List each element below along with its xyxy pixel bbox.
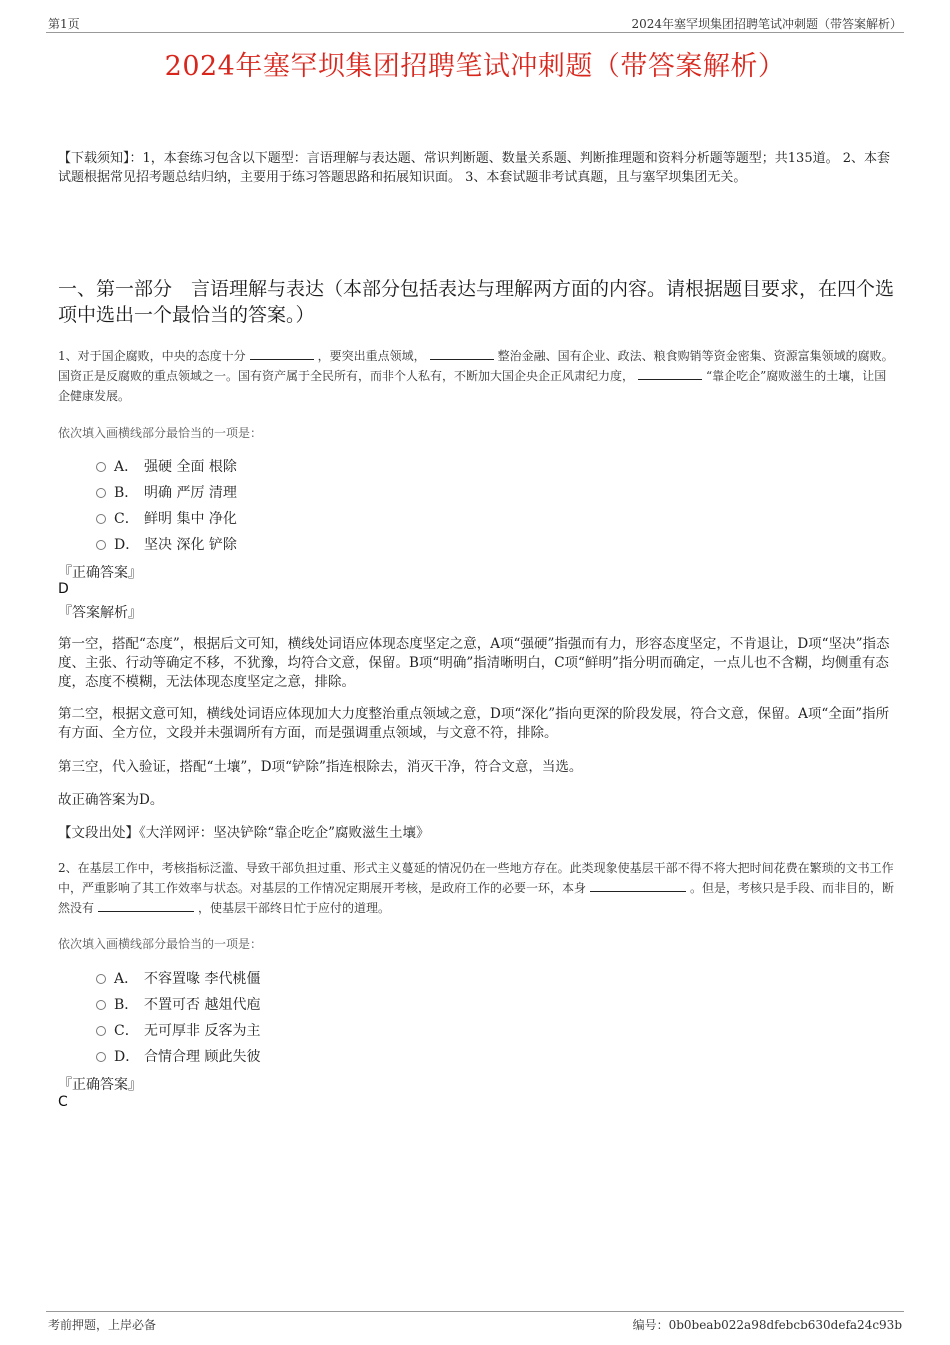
document-id: 编号：0b0beab022a98dfebcb630defa24c93b <box>632 1318 902 1332</box>
option-b[interactable]: B． 明确 严厉 清理 <box>96 482 237 508</box>
analysis-label: 『答案解析』 <box>58 605 142 621</box>
analysis-paragraph-4: 故正确答案为D。 <box>58 792 164 808</box>
section-heading: 一、第一部分 言语理解与表达（本部分包括表达与理解两方面的内容。请根据题目要求，在四个选项中选出一个最恰当的答案。） <box>58 278 895 326</box>
option-a[interactable]: A． 不容置喙 李代桃僵 <box>96 968 260 994</box>
page-number: 第1页 <box>48 17 80 31</box>
download-notice: 【下载须知】：1，本套练习包含以下题型：言语理解与表达题、常识判断题、数量关系题、判断推理题和资料分析题等题型；共135道。 2、本套试题根据常见招考题总结归纳，主要用于练习答题思路和拓展知识面。 3、本套试题非考试真题，且与塞罕坝集团无关。 <box>58 151 890 185</box>
answer-value: D <box>58 581 69 597</box>
option-c[interactable]: C． 鲜明 集中 净化 <box>96 508 237 534</box>
radio-icon[interactable] <box>96 462 106 472</box>
radio-icon[interactable] <box>96 488 106 498</box>
fill-blank <box>250 347 314 360</box>
fill-blank <box>590 879 686 892</box>
fill-blank <box>430 347 494 360</box>
radio-icon[interactable] <box>96 514 106 524</box>
answer-label: 『正确答案』 <box>58 1077 142 1093</box>
answer-value: C <box>58 1094 68 1110</box>
page-footer <box>46 1311 904 1332</box>
header-doc-title: 2024年塞罕坝集团招聘笔试冲刺题（带答案解析） <box>631 17 902 31</box>
answer-label: 『正确答案』 <box>58 565 142 581</box>
radio-icon[interactable] <box>96 974 106 984</box>
question-2-prompt: 依次填入画横线部分最恰当的一项是： <box>58 937 263 951</box>
document-title: 2024年塞罕坝集团招聘笔试冲刺题（带答案解析） <box>164 51 786 82</box>
question-1-prompt: 依次填入画横线部分最恰当的一项是： <box>58 426 263 440</box>
radio-icon[interactable] <box>96 1052 106 1062</box>
q1-text-part4: “靠企吃企”腐败滋生的土壤，让国企健康发展。 <box>58 369 887 403</box>
option-b[interactable]: B． 不置可否 越俎代庖 <box>96 994 260 1020</box>
q1-text-part3: 整治金融、国有企业、政法、粮食购销等资金密集、资源富集领域的腐败。国资正是反腐败的重点领域之一。国有资产属于全民所有，而非个人私有，不断加大国企央企正风肃纪力度， <box>58 349 894 383</box>
analysis-paragraph-2: 第二空，根据文意可知，横线处词语应体现加大力度整治重点领域之意，D项“深化”指向更深的阶段发展，符合文意，保留。A项“全面”指所有方面、全方位，文段并未强调所有方面，而是强调重点领域，与文意不符，排除。 <box>58 706 890 741</box>
q1-text-part2: ，要突出重点领域， <box>317 349 426 363</box>
option-c[interactable]: C． 无可厚非 反客为主 <box>96 1020 260 1046</box>
fill-blank <box>638 367 702 380</box>
q1-text-part1: 1、对于国企腐败，中央的态度十分 <box>58 349 246 363</box>
radio-icon[interactable] <box>96 1026 106 1036</box>
analysis-paragraph-1: 第一空，搭配“态度”，根据后文可知，横线处词语应体现态度坚定之意，A项“强硬”指强而有力，形容态度坚定，不肯退让，D项“坚决”指态度、主张、行动等确定不移，不犹豫，均符合文意，保留。B项“明确”指清晰明白，C项“鲜明”指分明而确定，一点儿也不含糊，均侧重有态度，态度不模糊，无法体现态度坚定之意，排除。 <box>58 636 890 690</box>
analysis-paragraph-3: 第三空，代入验证，搭配“土壤”，D项“铲除”指连根除去，消灭干净，符合文意，当选。 <box>58 759 583 775</box>
q2-text-part2: 。但是，考核只是手段、而非目的，断然没有 <box>58 881 895 915</box>
q2-text-part1: 2、在基层工作中，考核指标泛滥、导致干部负担过重、形式主义蔓延的情况仍在一些地方存在。此类现象使基层干部不得不将大把时间花费在繁琐的文书工作中，严重影响了其工作效率与状态。对基层的工作情况定期展开考核，是政府工作的必要一环，本身 <box>58 861 894 895</box>
question-2-options <box>96 968 260 1072</box>
question-1-stem <box>58 346 898 406</box>
footer-slogan: 考前押题，上岸必备 <box>48 1318 157 1332</box>
radio-icon[interactable] <box>96 540 106 550</box>
question-1-options <box>96 456 237 560</box>
question-2-stem <box>58 858 898 918</box>
fill-blank <box>98 899 194 912</box>
radio-icon[interactable] <box>96 1000 106 1010</box>
q2-text-part3: ，使基层干部终日忙于应付的道理。 <box>198 901 391 915</box>
page-header <box>46 14 904 33</box>
option-d[interactable]: D． 合情合理 顾此失彼 <box>96 1046 260 1072</box>
option-a[interactable]: A． 强硬 全面 根除 <box>96 456 237 482</box>
option-d[interactable]: D． 坚决 深化 铲除 <box>96 534 237 560</box>
text-source: 【文段出处】《大洋网评：坚决铲除“靠企吃企”腐败滋生土壤》 <box>58 825 430 841</box>
